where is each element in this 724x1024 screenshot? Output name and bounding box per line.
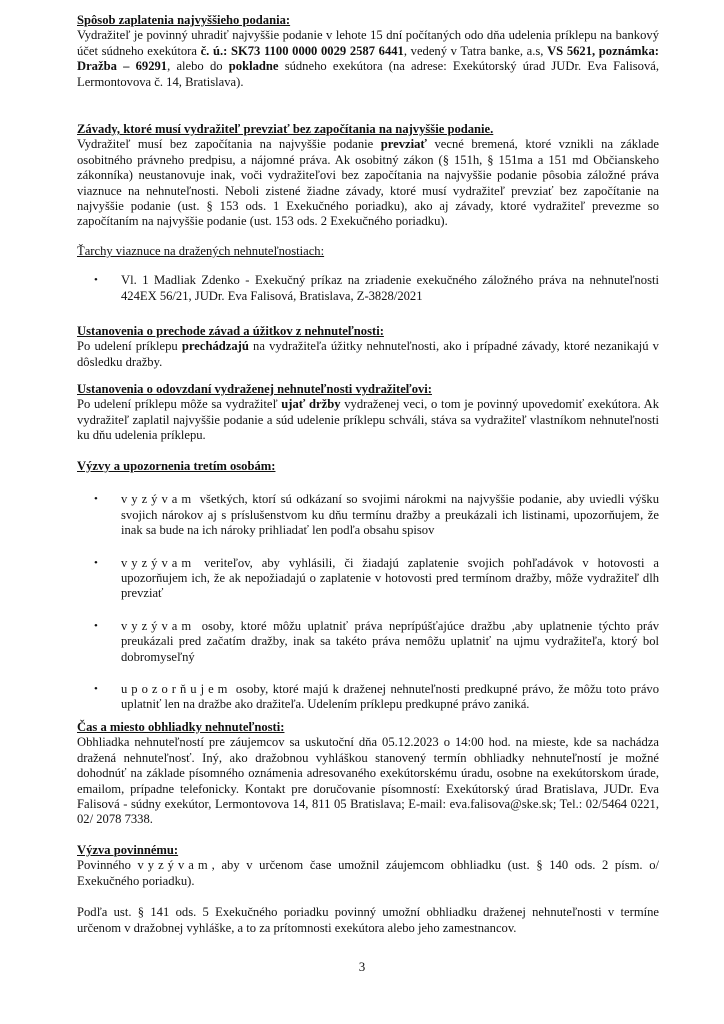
section-paragraph: Obhliadka nehnuteľností pre záujemcov sa uskutoční dňa 05.12.2023 o 14:00 hod. na mieste, kde sa nachádza dražená nehnuteľnosť. Iný, ako dražobnou vyhláškou stanovený termín obhliadky nehnuteľností je možné dohodnúť na základe písomného oznámenia adresovaného exekútorskému úradu, osobne na exekútorskom úrade, emailom, prípadne telefonicky. Kontakt pre doručovanie písomností: Exekútorský úrad Bratislava, JUDr. Eva Falisová - súdny exekútor, Lermontovova 14, 811 05 Bratislava; E-mail: eva.falisova@ske.sk; Tel.: 02/5464 0221, 02/ 2078 7338.: [77, 735, 659, 827]
section-liens: [77, 244, 659, 304]
section-paragraph: Vydražiteľ je povinný uhradiť najvyššie podanie v lehote 15 dní počítaných odo dňa udelenia príklepu na bankový účet súdneho exekútora č. ú.: SK73 1100 0000 0029 2587 6441, vedený v Tatra banke, a.s, VS 5621, poznámka: Dražba – 69291, alebo do pokladne súdneho exekútora (na adrese: Exekútorský úrad JUDr. Eva Falisová, Lermontovova č. 14, Bratislava).: [77, 28, 659, 89]
section-transfer: [77, 324, 659, 370]
section-paragraph: Podľa ust. § 141 ods. 5 Exekučného poriadku povinný umožní obhliadku draženej nehnuteľnosti v termíne určenom v dražobnej vyhláške, a to za prítomnosti exekútora alebo jeho zamestnancov.: [77, 905, 659, 935]
bullet-icon: •: [94, 556, 98, 569]
section-heading: Spôsob zaplatenia najvyššieho podania:: [77, 13, 291, 27]
list-item: • vyzývam veriteľov, aby vyhlásili, či žiadajú zaplatenie svojich pohľadávok v hotovosti a upozorňujem ich, že ak nepožiadajú o zaplatenie v hotovosti pred termínom dražby, môže vydražiteľ dlh prevziať: [94, 555, 659, 601]
section-heading: Výzvy a upozornenia tretím osobám:: [77, 459, 276, 473]
bullet-icon: •: [94, 683, 98, 696]
liens-list: [77, 273, 659, 304]
section-heading: Ustanovenia o odovzdaní vydraženej nehnuteľnosti vydražiteľovi:: [77, 382, 432, 396]
section-paragraph: Po udelení príklepu môže sa vydražiteľ ujať držby vydraženej veci, o tom je povinný upovedomiť exekútora. Ak vydražiteľ zaplatil najvyššie podanie a súd udelenie príklepu schváli, stáva sa vydražiteľ vlastníkom nehnuteľnosti ku dňu udelenia príklepu.: [77, 397, 659, 443]
bullet-icon: •: [94, 274, 98, 287]
notices-list: [77, 492, 659, 712]
bullet-icon: •: [94, 493, 98, 506]
list-item: • upozorňujem osoby, ktoré majú k draženej nehnuteľnosti predkupné právo, že môžu toto právo uplatniť len na dražbe ako dražiteľa. Udelením príklepu predkupné právo zaniká.: [94, 682, 659, 712]
section-heading: Ťarchy viaznuce na dražených nehnuteľnostiach:: [77, 244, 325, 258]
section-heading: Čas a miesto obhliadky nehnuteľnosti:: [77, 720, 285, 734]
section-paragraph: Povinného vyzývam, aby v určenom čase umožnil záujemcom obhliadku (ust. § 140 ods. 2 písm. o/ Exekučného poriadku).: [77, 858, 659, 888]
section-heading: Ustanovenia o prechode závad a úžitkov z nehnuteľnosti:: [77, 324, 384, 338]
section-notices: [77, 459, 659, 713]
section-paragraph: Po udelení príklepu prechádzajú na vydražiteľa úžitky nehnuteľnosti, ako i prípadné závady, ktoré nezanikajú v dôsledku dražby.: [77, 339, 659, 369]
section-paragraph: Vydražiteľ musí bez započítania na najvyššie podanie prevziať vecné bremená, ktoré vznikli na základe osobitného právneho predpisu, a nájomné práva. Ak osobitný zákon (§ 151h, § 151ma a 151 md Občianskeho zákonníka) neustanovuje inak, voči vydražiteľovi bez započítania na najvyššie podanie pôsobia záložné práva viaznuce na nehnuteľnosti. Neboli zistené žiadne závady, ktoré musí vydražiteľ prevziať bez započítanie na najvyššie podanie (ust. § 153 ods. 1 Exekučného poriadku), ako aj závady, ktoré vydražiteľ prevezme so započítaním na najvyššie podanie (ust. 153 ods. 2 Exekučného poriadku).: [77, 137, 659, 229]
section-handover: [77, 382, 659, 444]
list-item: • vyzývam všetkých, ktorí sú odkázaní so svojimi nárokmi na najvyššie podanie, aby uviedli výšku svojich nárokov aj s príslušenstvom ku dňu termínu dražby a preukázali ich listinami, upozorňujem, že inak sa bude na ich nároky prihliadať len podľa obsahu spisov: [94, 492, 659, 538]
section-heading: Závady, ktoré musí vydražiteľ prevziať bez započítania na najvyššie podanie.: [77, 122, 494, 136]
bullet-icon: •: [94, 619, 98, 632]
section-heading: Výzva povinnému:: [77, 843, 179, 857]
section-inspection: [77, 720, 659, 828]
section-debtor-notice: [77, 843, 659, 936]
page-number: 3: [358, 959, 366, 974]
section-encumbrances: [77, 122, 659, 230]
list-item: • Vl. 1 Madliak Zdenko - Exekučný príkaz na zriadenie exekučného záložného práva na nehnuteľnosti 424EX 56/21, JUDr. Eva Falisová, Bratislava, Z-3828/2021: [94, 273, 659, 303]
section-payment: [77, 13, 659, 90]
list-item: • vyzývam osoby, ktoré môžu uplatniť práva neprípúšťajúce dražbu ,aby uplatnenie týchto práv preukázali pred začatím dražby, inak sa takéto práva nemôžu uplatniť na ujmu vydražiteľa, ktorý bol dobromyseľný: [94, 618, 659, 664]
